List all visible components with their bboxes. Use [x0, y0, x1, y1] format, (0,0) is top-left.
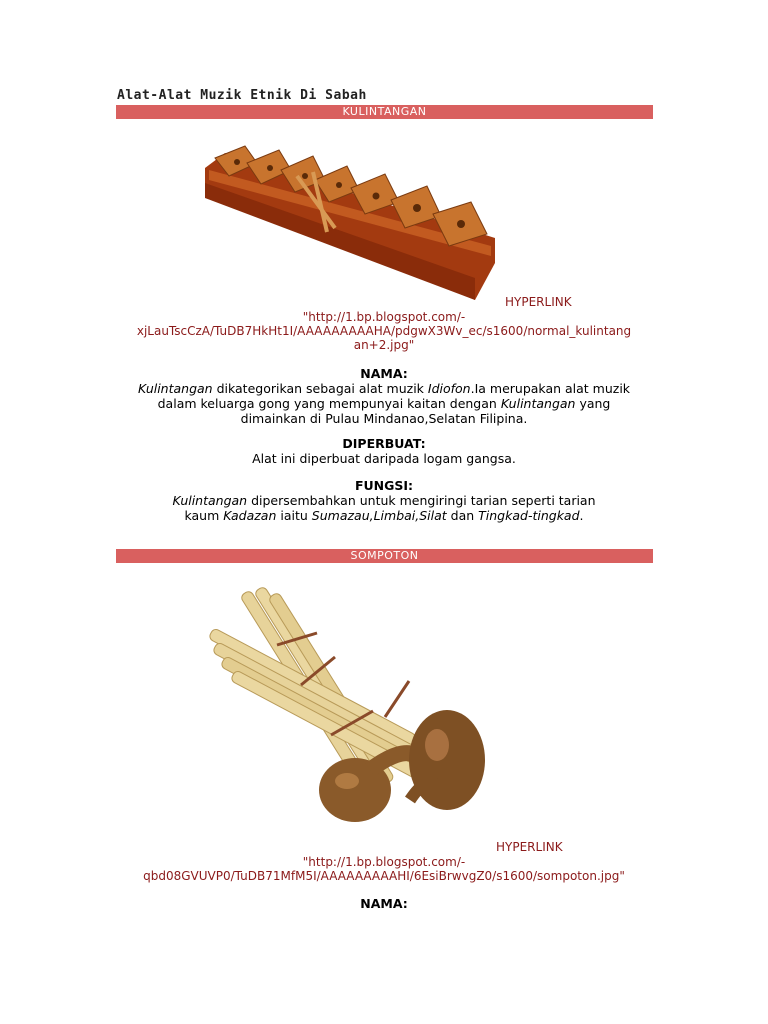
- nama-heading: NAMA:: [360, 896, 408, 911]
- diperbuat-heading: DIPERBUAT:: [342, 436, 426, 451]
- link-line: an+2.jpg": [353, 338, 415, 352]
- nama-line-3: dimainkan di Pulau Mindanao,Selatan Filipina.: [240, 411, 528, 426]
- hyperlink-label: HYPERLINK: [505, 295, 572, 309]
- kulintangan-image-link[interactable]: [100, 310, 668, 352]
- link-line: xjLauTscCzA/TuDB7HkHt1I/AAAAAAAAAHA/pdgwX3Wv_ec/s1600/normal_kulintang: [136, 324, 632, 338]
- fungsi-line-2: kaum Kadazan iaitu Sumazau,Limbai,Silat dan Tingkad-tingkad.: [184, 508, 584, 523]
- hyperlink-label: HYPERLINK: [496, 840, 563, 854]
- link-line: "http://1.bp.blogspot.com/-: [302, 855, 466, 869]
- nama-heading: NAMA:: [360, 366, 408, 381]
- sompoton-nama-section: [100, 896, 668, 911]
- kulintangan-image: [195, 128, 505, 308]
- link-line: qbd08GVUVP0/TuDB71MfM5I/AAAAAAAAAHI/6EsiBrwvgZ0/s1600/sompoton.jpg": [143, 869, 625, 883]
- link-line: "http://1.bp.blogspot.com/-: [302, 310, 466, 324]
- kulintangan-nama-section: [100, 366, 668, 426]
- sompoton-image-link[interactable]: [100, 855, 668, 883]
- kulintangan-diperbuat-section: [100, 436, 668, 466]
- section-header-kulintangan: KULINTANGAN: [116, 105, 653, 119]
- diperbuat-text: Alat ini diperbuat daripada logam gangsa.: [252, 451, 516, 466]
- fungsi-line-1: Kulintangan dipersembahkan untuk mengiringi tarian seperti tarian: [172, 493, 596, 508]
- sompoton-image: [205, 585, 495, 835]
- fungsi-heading: FUNGSI:: [354, 478, 414, 493]
- section-header-sompoton: SOMPOTON: [116, 549, 653, 563]
- nama-line-2: dalam keluarga gong yang mempunyai kaitan dengan Kulintangan yang: [157, 396, 611, 411]
- nama-line-1: Kulintangan dikategorikan sebagai alat muzik Idiofon.Ia merupakan alat muzik: [137, 381, 631, 396]
- document-title: Alat-Alat Muzik Etnik Di Sabah: [117, 88, 367, 103]
- kulintangan-fungsi-section: [100, 478, 668, 523]
